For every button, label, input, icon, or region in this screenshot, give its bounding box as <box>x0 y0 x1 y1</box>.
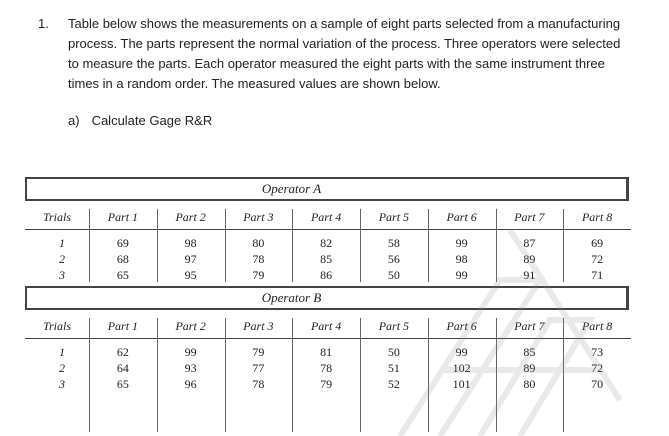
header-part-8: Part 8 <box>581 210 613 224</box>
part-5-values: 50 51 52 <box>387 345 400 391</box>
header-part-5: Part 5 <box>378 319 410 333</box>
part-6-values: 99 98 99 <box>455 236 468 282</box>
header-trials: Trials <box>42 210 72 224</box>
part-7-values: 85 89 80 <box>523 345 536 391</box>
column-separator <box>89 318 90 432</box>
question-line: to measure the parts. Each operator measured the eight parts with the same instrument three <box>68 56 605 71</box>
column-separator <box>89 209 90 282</box>
column-separator <box>292 209 293 282</box>
part-8-values: 69 72 71 <box>591 236 604 282</box>
header-part-4: Part 4 <box>310 319 342 333</box>
part-2-values: 98 97 95 <box>184 236 197 282</box>
question-line: Table below shows the measurements on a sample of eight parts selected from a manufacturing <box>68 16 621 31</box>
column-separator <box>496 209 497 282</box>
header-part-6: Part 6 <box>446 210 477 224</box>
header-part-5: Part 5 <box>378 210 410 224</box>
header-part-1: Part 1 <box>107 319 139 333</box>
part-3-values: 79 77 78 <box>252 345 265 391</box>
part-5-values: 58 56 50 <box>387 236 400 282</box>
column-separator <box>360 318 361 432</box>
header-part-3: Part 3 <box>243 210 274 224</box>
column-separator <box>225 318 226 432</box>
table-header-a <box>25 205 631 230</box>
question-line: times in a random order. The measured values are shown below. <box>68 76 441 91</box>
column-separator <box>157 318 158 432</box>
header-part-2: Part 2 <box>175 210 206 224</box>
column-separator <box>563 318 564 432</box>
question-body <box>68 14 648 94</box>
sub-question-label: a) <box>68 113 80 128</box>
data-block-b <box>25 343 631 393</box>
header-part-7: Part 7 <box>514 210 545 224</box>
table-header-b <box>25 314 631 339</box>
column-separator <box>496 318 497 432</box>
header-part-4: Part 4 <box>310 210 342 224</box>
question-text-block <box>38 14 648 94</box>
data-block-a <box>25 234 631 284</box>
column-separator <box>428 318 429 432</box>
part-1-values: 69 68 65 <box>116 236 129 282</box>
header-part-7: Part 7 <box>514 319 545 333</box>
column-separator <box>360 209 361 282</box>
trials-column: 1 2 3 <box>59 236 65 282</box>
sub-question <box>68 113 212 128</box>
part-8-values: 73 72 70 <box>591 345 604 391</box>
column-separator <box>292 318 293 432</box>
header-part-6: Part 6 <box>446 319 477 333</box>
header-part-2: Part 2 <box>175 319 206 333</box>
column-separator <box>225 209 226 282</box>
header-part-8: Part 8 <box>581 319 613 333</box>
question-line: process. The parts represent the normal variation of the process. Three operators were selected <box>68 36 621 51</box>
question-number: 1. <box>38 16 49 31</box>
part-1-values: 62 64 65 <box>116 345 129 391</box>
header-part-3: Part 3 <box>243 319 274 333</box>
part-4-values: 81 78 79 <box>320 345 333 391</box>
part-3-values: 80 78 79 <box>252 236 265 282</box>
header-trials: Trials <box>42 319 72 333</box>
part-6-values: 99 102 101 <box>452 345 471 391</box>
sub-question-text: Calculate Gage R&R <box>91 113 213 128</box>
part-2-values: 99 93 96 <box>184 345 197 391</box>
operator-a-title: Operator A <box>25 177 629 201</box>
column-separator <box>157 209 158 282</box>
trials-column: 1 2 3 <box>59 345 65 391</box>
header-part-1: Part 1 <box>107 210 139 224</box>
column-separator <box>428 209 429 282</box>
part-4-values: 82 85 86 <box>320 236 333 282</box>
column-separator <box>563 209 564 282</box>
part-7-values: 87 89 91 <box>523 236 536 282</box>
operator-b-title: Operator B <box>25 286 629 310</box>
